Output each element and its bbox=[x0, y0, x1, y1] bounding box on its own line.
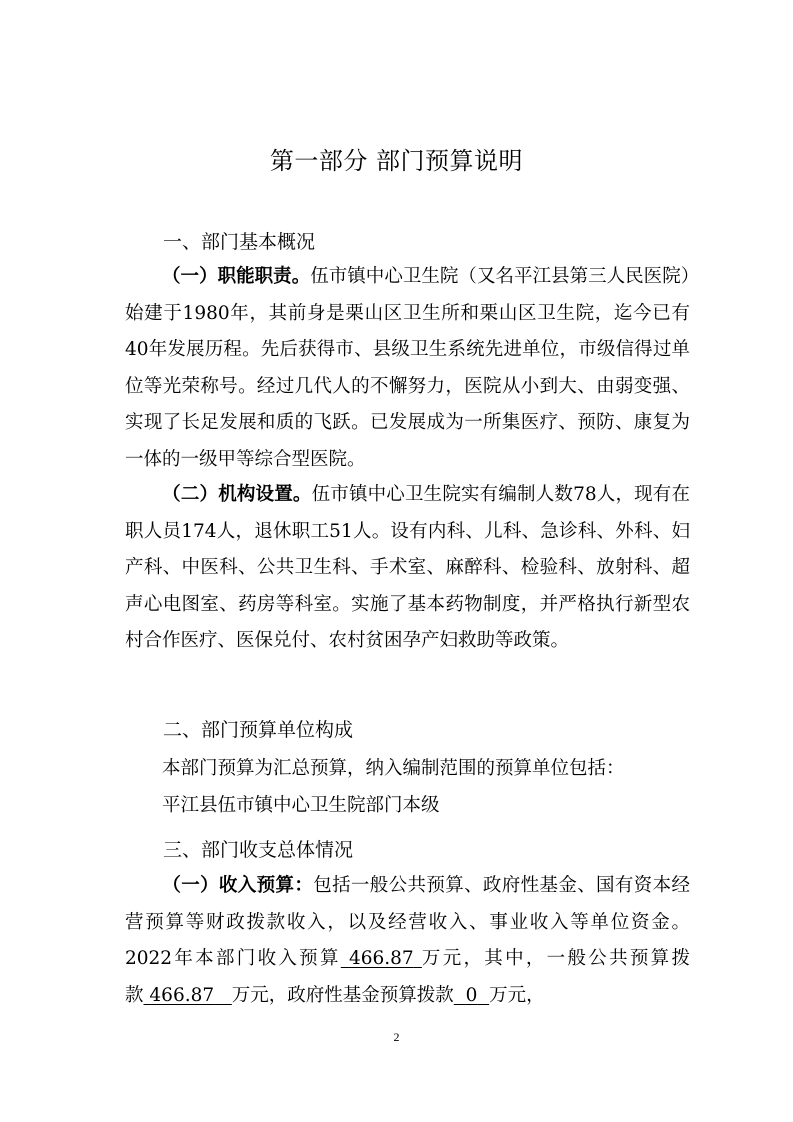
paragraph-organization bbox=[125, 477, 690, 660]
page-title: 第一部分 部门预算说明 bbox=[269, 147, 524, 175]
units-intro-line: 本部门预算为汇总预算，纳入编制范围的预算单位包括： bbox=[162, 758, 625, 779]
paragraph-duties bbox=[125, 259, 690, 478]
income-total-value: 466.87 bbox=[348, 948, 414, 969]
paragraph-text: 万元，其中，一般公共预算拨款 bbox=[125, 948, 690, 1006]
paragraph-label: （一）收入预算： bbox=[162, 875, 314, 896]
section-heading-overview: 一、部门基本概况 bbox=[163, 231, 316, 253]
units-list-line: 平江县伍市镇中心卫生院部门本级 bbox=[162, 795, 440, 816]
paragraph-text: 伍市镇中心卫生院实有编制人数78人，现有在职人员174人，退休职工51人。设有内科、儿科、急诊科、外科、妇产科、中医科、公共卫生科、手术室、麻醉科、检验科、放射科、超声心电图室、药房等科室。实施了基本药物制度，并严格执行新型农村合作医疗、医保兑付、农村贫困孕产妇救助等政策。 bbox=[125, 484, 690, 651]
paragraph-label: （二）机构设置。 bbox=[162, 484, 312, 505]
page-number: 2 bbox=[393, 1030, 400, 1044]
paragraph-text: 万元， bbox=[489, 984, 545, 1006]
section-heading-income-expenditure: 三、部门收支总体情况 bbox=[163, 839, 354, 861]
section-heading-units: 二、部门预算单位构成 bbox=[163, 719, 354, 741]
paragraph-income-budget bbox=[125, 868, 690, 1014]
paragraph-label: （一）职能职责。 bbox=[162, 266, 311, 287]
fund-budget-value: 0 bbox=[465, 984, 478, 1006]
paragraph-text: 伍市镇中心卫生院（又名平江县第三人民医院）始建于1980年，其前身是栗山区卫生所和栗山区卫生院，迄今已有40年发展历程。先后获得市、县级卫生系统先进单位，市级信得过单位等光荣称号。经过几代人的不懈努力，医院从小到大、由弱变强、实现了长足发展和质的飞跃。已发展成为一所集医疗、预防、康复为一体的一级甲等综合型医院。 bbox=[125, 266, 690, 470]
paragraph-text: 万元，政府性基金预算拨款 bbox=[231, 984, 454, 1006]
general-budget-value: 466.87 bbox=[149, 984, 215, 1006]
paragraph-text: 包括一般公共预算、政府性基金、国有资本经营预算等财政拨款收入，以及经营收入、事业收入等单位资金。2022年本部门收入预算 bbox=[125, 875, 690, 969]
